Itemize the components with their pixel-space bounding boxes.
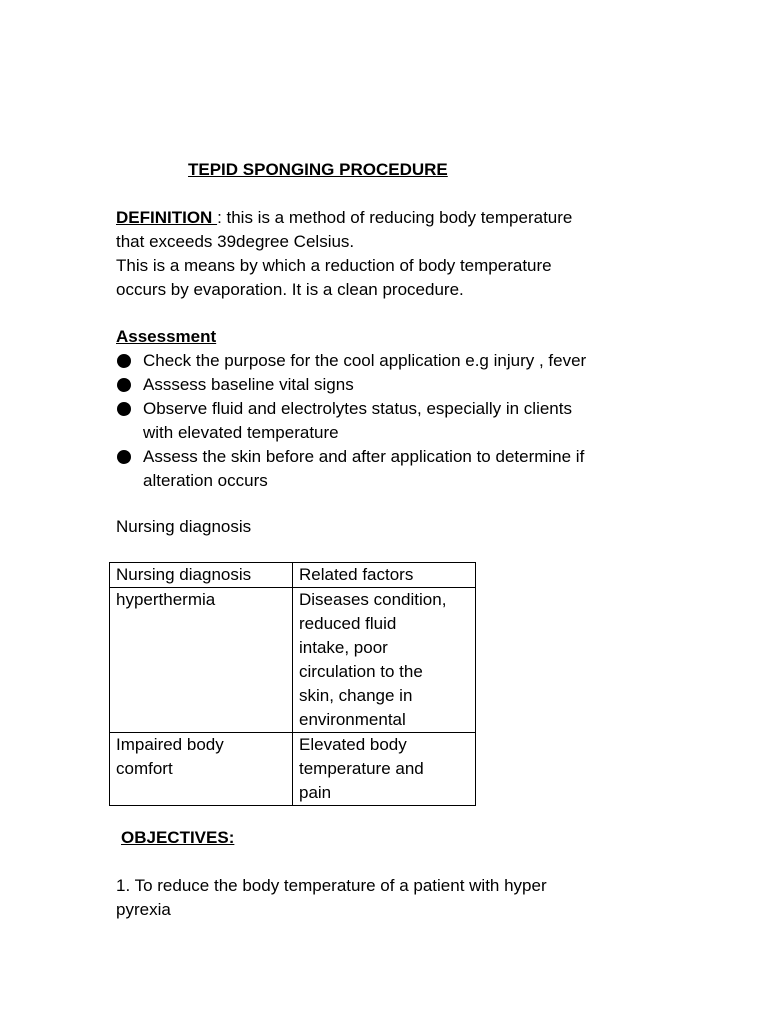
- objective-text: 1. To reduce the body temperature of a patient with hyper: [116, 876, 547, 895]
- list-item-text: Check the purpose for the cool application e.g injury , fever: [143, 351, 587, 370]
- objective-text: pyrexia: [116, 900, 171, 919]
- cell-text: Impaired body: [116, 735, 224, 754]
- definition-section: [116, 206, 656, 302]
- table-header-cell: [293, 563, 476, 588]
- nursing-diagnosis-label: Nursing diagnosis: [116, 517, 252, 536]
- list-item-text: Assess the skin before and after application to determine if: [143, 447, 585, 466]
- cell-text: circulation to the: [299, 662, 423, 681]
- header-text: Related factors: [299, 565, 414, 584]
- cell-text: intake, poor: [299, 638, 388, 657]
- definition-text: : this is a method of reducing body temperature: [217, 208, 573, 227]
- bullet-icon: [117, 450, 131, 464]
- list-item: [116, 445, 676, 493]
- cell-text: reduced fluid: [299, 614, 397, 633]
- cell-text: temperature and: [299, 759, 424, 778]
- header-text: Nursing diagnosis: [116, 565, 252, 584]
- table-header-cell: [110, 563, 293, 588]
- table-cell: [110, 588, 293, 733]
- diagnosis-table: [109, 562, 476, 806]
- list-item-text: with elevated temperature: [143, 423, 339, 442]
- table-header-row: [110, 563, 476, 588]
- cell-text: pain: [299, 783, 332, 802]
- definition-label: DEFINITION: [116, 208, 218, 227]
- list-item-text: Asssess baseline vital signs: [143, 375, 354, 394]
- cell-text: Diseases condition,: [299, 590, 447, 609]
- table-cell: [293, 733, 476, 806]
- bullet-icon: [117, 378, 131, 392]
- table-row: [110, 588, 476, 733]
- definition-line: This is a means by which a reduction of body temperature: [116, 256, 552, 275]
- list-item: [116, 373, 676, 397]
- bullet-icon: [117, 402, 131, 416]
- cell-text: comfort: [116, 759, 173, 778]
- cell-text: skin, change in: [299, 686, 413, 705]
- document-title: TEPID SPONGING PROCEDURE: [188, 160, 448, 179]
- assessment-list: [116, 349, 676, 493]
- assessment-heading: Assessment: [116, 327, 217, 346]
- definition-line: [116, 206, 656, 230]
- list-item-text: alteration occurs: [143, 471, 268, 490]
- cell-text: Elevated body: [299, 735, 407, 754]
- cell-text: hyperthermia: [116, 590, 216, 609]
- table-cell: [110, 733, 293, 806]
- definition-line: that exceeds 39degree Celsius.: [116, 232, 355, 251]
- table-cell: [293, 588, 476, 733]
- definition-line: occurs by evaporation. It is a clean procedure.: [116, 280, 464, 299]
- objectives-heading: OBJECTIVES:: [121, 828, 235, 847]
- list-item-text: Observe fluid and electrolytes status, especially in clients: [143, 399, 572, 418]
- cell-text: environmental: [299, 710, 406, 729]
- bullet-icon: [117, 354, 131, 368]
- list-item: [116, 397, 676, 445]
- table-row: [110, 733, 476, 806]
- list-item: [116, 349, 676, 373]
- objective-item: [116, 874, 547, 922]
